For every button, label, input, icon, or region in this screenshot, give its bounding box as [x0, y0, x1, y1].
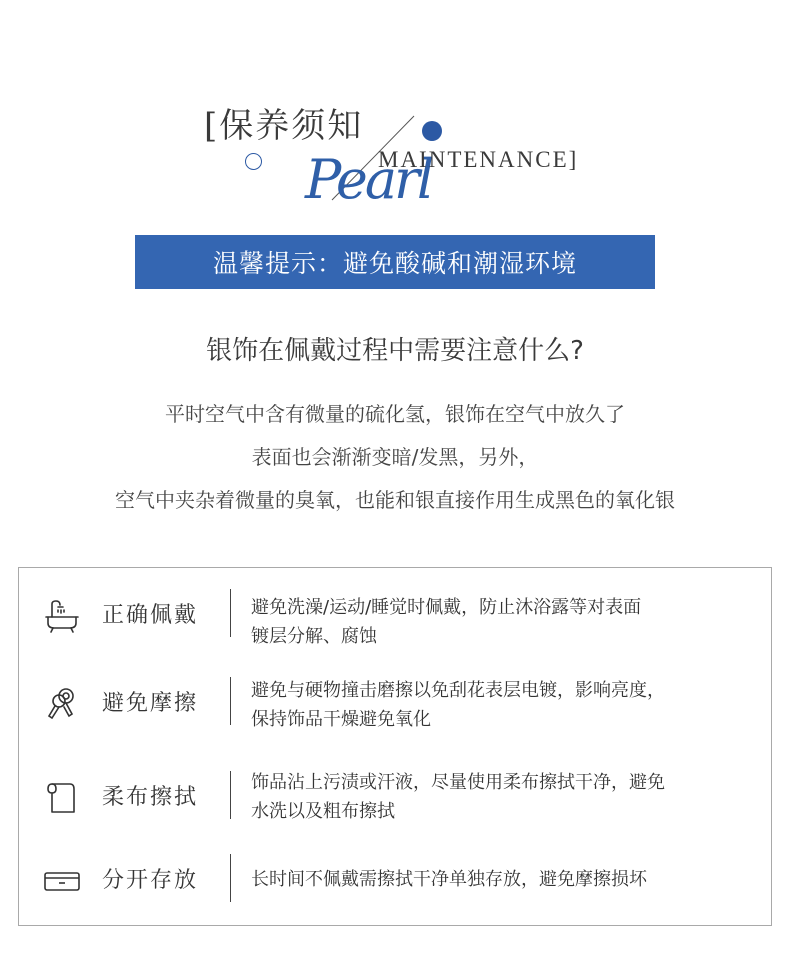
intro-paragraph — [0, 393, 790, 522]
pearl-script: Pearl — [305, 148, 432, 211]
tip-description: 避免洗澡/运动/睡觉时佩戴，防止沐浴露等对表面 镀层分解、腐蚀 — [251, 597, 642, 647]
tip-divider — [230, 854, 231, 902]
tip-description: 长时间不佩戴需擦拭干净单独存放，避免摩擦损坏 — [251, 869, 647, 890]
maintenance-header — [0, 0, 790, 220]
tips-card — [18, 567, 772, 926]
paragraph-line: 平时空气中含有微量的硫化氢，银饰在空气中放久了 — [165, 402, 625, 426]
box-icon — [42, 861, 82, 901]
tip-description: 饰品沾上污渍或汗液，尽量使用柔布擦拭干净，避免 水洗以及粗布擦拭 — [251, 772, 665, 822]
paragraph-line: 空气中夹杂着微量的臭氧，也能和银直接作用生成黑色的氧化银 — [115, 488, 675, 512]
ring-dot-icon — [245, 153, 262, 170]
title-en: MAINTENANCE] — [378, 147, 579, 172]
filled-dot-icon — [422, 121, 442, 141]
tip-title: 避免摩擦 — [102, 691, 199, 716]
title-cn: [保养须知 — [204, 106, 364, 146]
tip-divider — [230, 589, 231, 637]
tip-title: 正确佩戴 — [102, 603, 199, 628]
bathtub-icon — [42, 596, 82, 636]
tip-divider — [230, 771, 231, 819]
tip-description: 避免与硬物撞击磨擦以免刮花表层电镀，影响亮度， 保持饰品干燥避免氧化 — [251, 680, 665, 730]
section-question: 银饰在佩戴过程中需要注意什么? — [206, 336, 584, 366]
tip-title: 柔布擦拭 — [102, 785, 199, 810]
paragraph-line: 表面也会渐渐变暗/发黑，另外， — [251, 445, 539, 469]
cloth-icon — [42, 778, 82, 818]
tip-divider — [230, 677, 231, 725]
rings-icon — [42, 684, 82, 724]
tip-title: 分开存放 — [102, 868, 199, 893]
tip-banner: 温馨提示：避免酸碱和潮湿环境 — [135, 235, 655, 289]
